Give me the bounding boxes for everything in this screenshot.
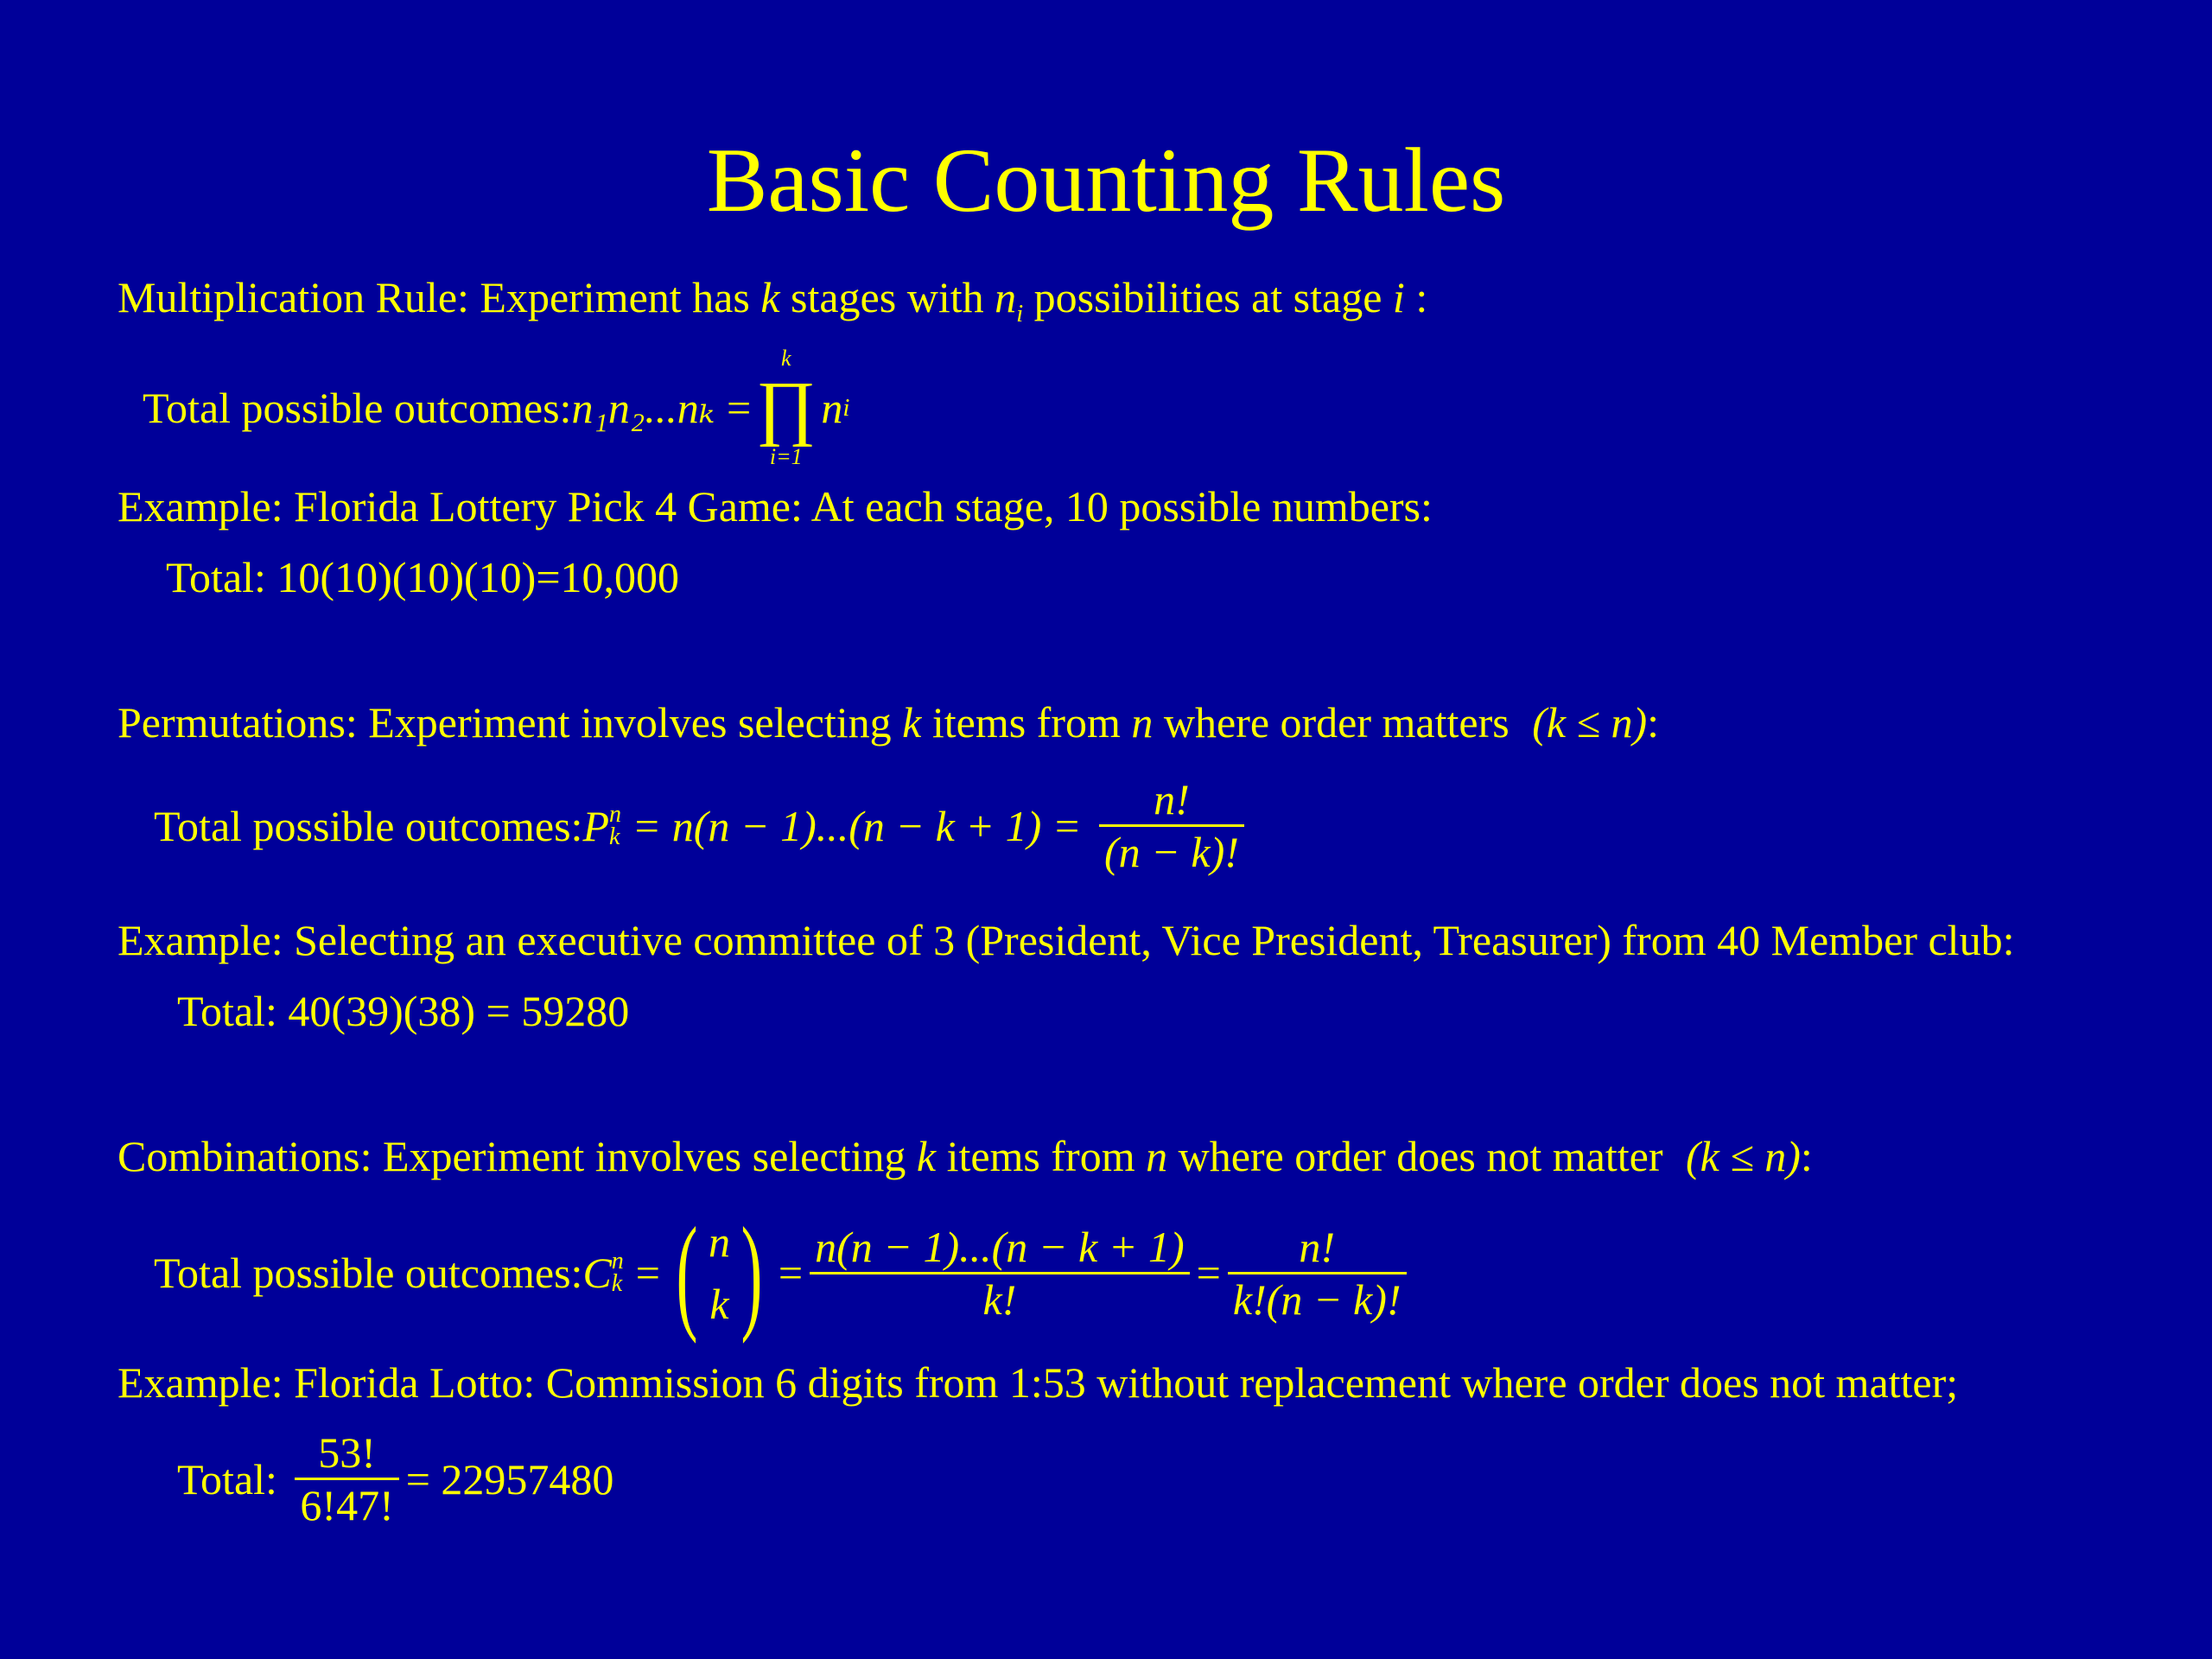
binomial-coefficient: ( n k ) [676, 1201, 763, 1344]
permutations-total-formula: Total possible outcomes: P n k = n(n − 1)...(n − k + 1) = $\frac{n!}{(n - k)!}$ [154, 774, 1251, 877]
combinations-total-formula: Total possible outcomes: C n k = ( n k ) = $\frac{n(n - 1)...(n - k + 1)}{k!}$ = $\frac{n!}{k!(n - k)!}$ [154, 1208, 1414, 1338]
combinations-fraction-expanded: $\frac{n(n - 1)...(n - k + 1)}{k!}$ [810, 1222, 1190, 1325]
multiplication-example-total: Total: 10(10)(10)(10)=10,000 [166, 553, 680, 601]
permutations-example-total: Total: 40(39)(38) = 59280 [177, 987, 630, 1035]
permutations-fraction: $\frac{n!}{(n - k)!}$ [1099, 774, 1244, 877]
combinations-fraction-factorial: $\frac{n!}{k!(n - k)!}$ [1228, 1222, 1407, 1325]
multiplication-total-formula: Total possible outcomes: n₁n₂...nₖ = k ∏ i=1 n i [143, 346, 850, 469]
permutations-rule-statement: Permutations: Experiment involves selecting k items from n where order matters (k ≤ n): [118, 698, 1660, 747]
combinations-example: Example: Florida Lotto: Commission 6 digits from 1:53 without replacement where order does not matter; [118, 1358, 1959, 1407]
product-operator: k ∏ i=1 [756, 346, 817, 469]
permutations-example: Example: Selecting an executive committee of 3 (President, Vice President, Treasurer) from 40 Member club: [118, 916, 2015, 964]
slide-title: Basic Counting Rules [706, 130, 1506, 231]
multiplication-example: Example: Florida Lottery Pick 4 Game: At each stage, 10 possible numbers: [118, 482, 1433, 531]
combinations-rule-statement: Combinations: Experiment involves selecting k items from n where order does not matter (k ≤ n): [118, 1132, 1813, 1180]
combinations-example-total: Total: $\frac{53!}{6!47!}$ = 22957480 [177, 1428, 614, 1529]
multiplication-rule-statement: Multiplication Rule: Experiment has k stages with $n_i$ possibilities at stage i : [118, 273, 1428, 327]
lotto-fraction: $\frac{53!}{6!47!}$ [295, 1427, 398, 1530]
